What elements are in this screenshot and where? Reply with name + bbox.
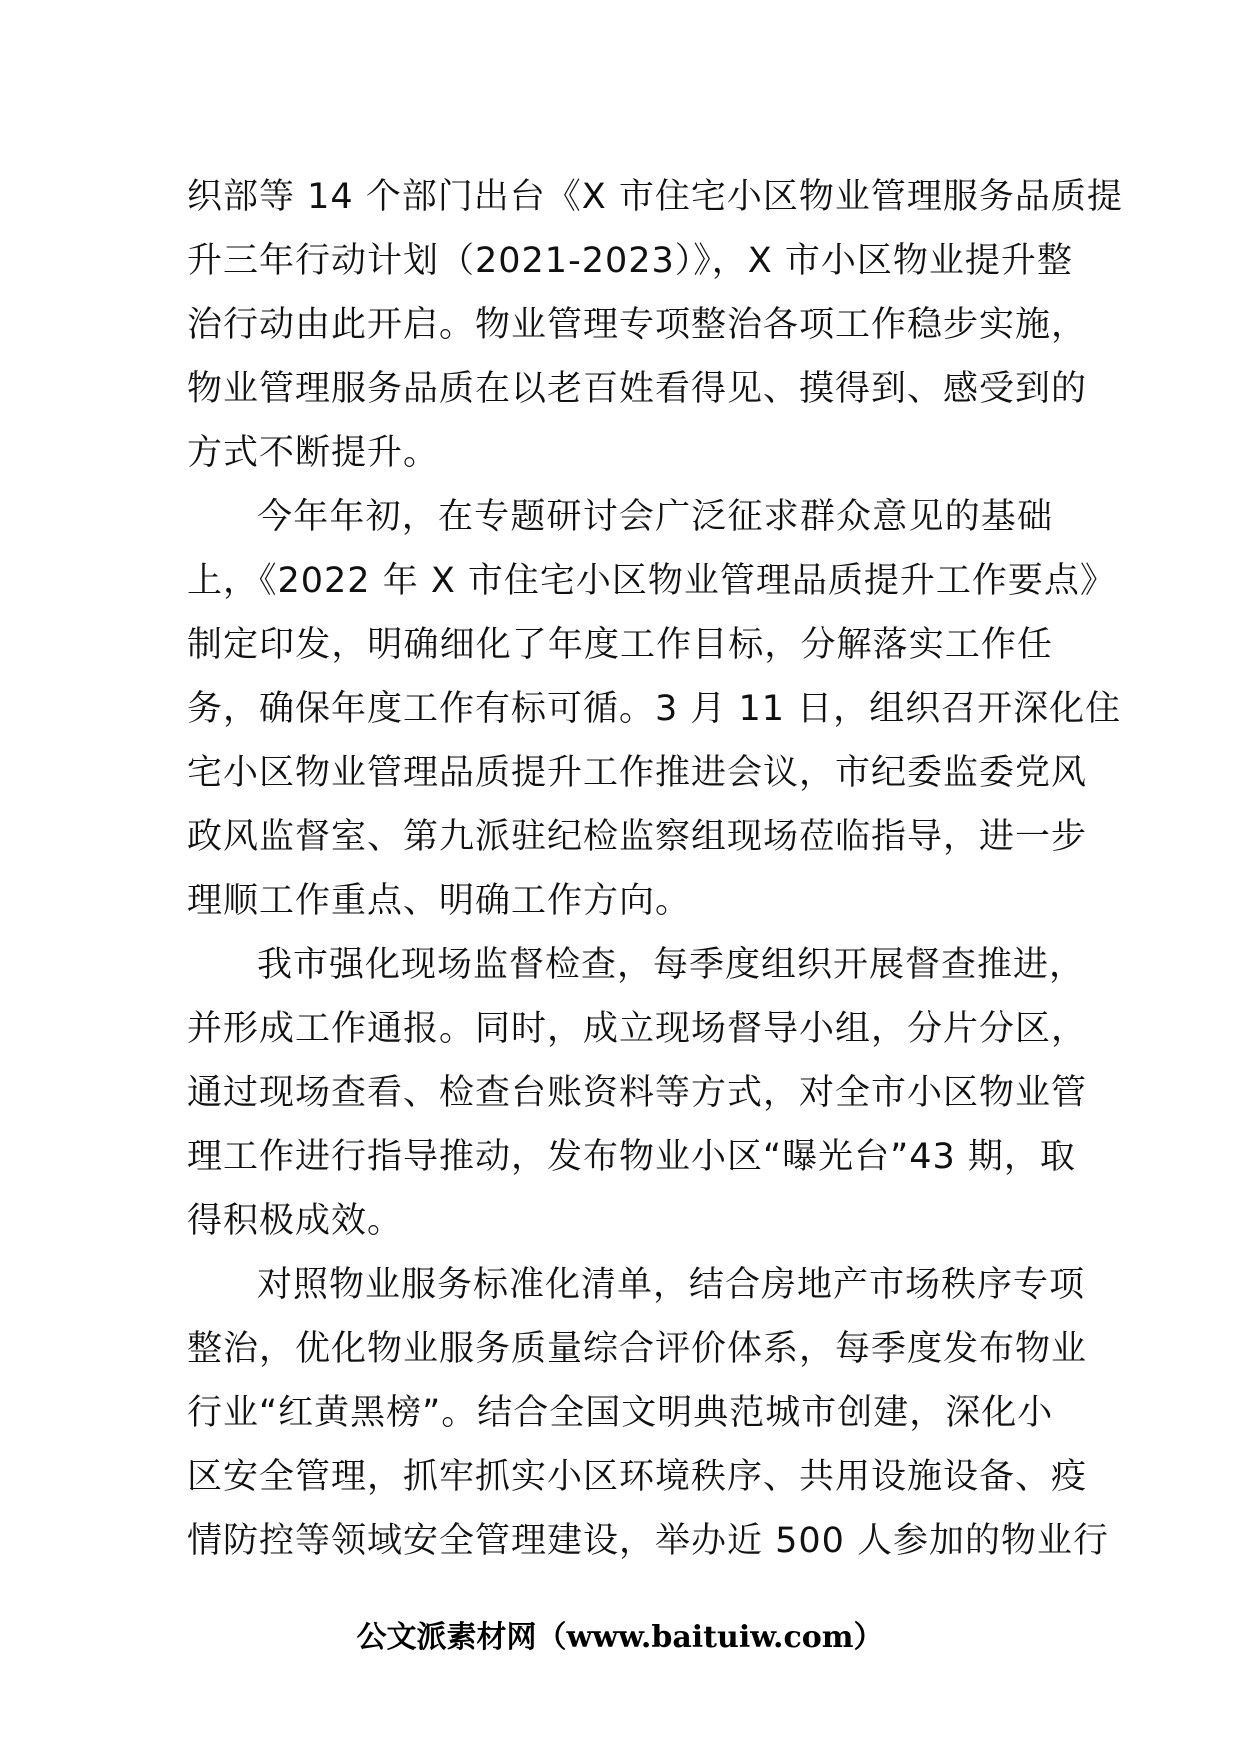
text-line: 今年年初，在专题研讨会广泛征求群众意见的基础	[257, 497, 1053, 537]
text-line: 政风监督室、第九派驻纪检监察组现场莅临指导，进一步	[187, 817, 1088, 857]
text-line: 并形成工作通报。同时，成立现场督导小组，分片分区，	[187, 1009, 1088, 1049]
text-line: 物业管理服务品质在以老百姓看得见、摸得到、感受到的	[187, 369, 1088, 409]
document-body	[187, 165, 1123, 1573]
text-line: 行业“红黄黑榜”。结合全国文明典范城市创建，深化小	[187, 1393, 1054, 1433]
text-line: 务，确保年度工作有标可循。3 月 11 日，组织召开深化住	[187, 689, 1122, 729]
paragraph	[187, 1253, 1110, 1573]
text-line: 理顺工作重点、明确工作方向。	[187, 881, 692, 921]
paragraph	[187, 485, 1122, 933]
text-line: 对照物业服务标准化清单，结合房地产市场秩序专项	[257, 1265, 1086, 1305]
text-line: 升三年行动计划（2021-2023）》，X 市小区物业提升整	[187, 241, 1073, 281]
text-line: 得积极成效。	[187, 1201, 404, 1241]
text-line: 方式不断提升。	[187, 433, 440, 473]
text-line: 通过现场查看、检查台账资料等方式，对全市小区物业管	[187, 1073, 1088, 1113]
text-line: 治行动由此开启。物业管理专项整治各项工作稳步实施，	[187, 305, 1088, 345]
paragraph	[187, 165, 1123, 485]
text-line: 整治，优化物业服务质量综合评价体系，每季度发布物业	[187, 1329, 1088, 1369]
text-line: 制定印发，明确细化了年度工作目标，分解落实工作任	[187, 625, 1053, 665]
page-footer-watermark: 公文派素材网（www.baituiw.com）	[356, 1620, 884, 1655]
text-line: 区安全管理，抓牢抓实小区环境秩序、共用设施设备、疫	[187, 1457, 1088, 1497]
text-line: 我市强化现场监督检查，每季度组织开展督查推进，	[257, 945, 1086, 985]
text-line: 宅小区物业管理品质提升工作推进会议，市纪委监委党风	[187, 753, 1088, 793]
text-line: 理工作进行指导推动，发布物业小区“曝光台”43 期，取	[187, 1137, 1076, 1177]
text-line: 情防控等领域安全管理建设，举办近 500 人参加的物业行	[187, 1521, 1110, 1561]
paragraph	[187, 933, 1088, 1253]
text-line: 上，《2022 年 X 市住宅小区物业管理品质提升工作要点》	[187, 561, 1116, 601]
text-line: 织部等 14 个部门出台《X 市住宅小区物业管理服务品质提	[187, 177, 1123, 217]
